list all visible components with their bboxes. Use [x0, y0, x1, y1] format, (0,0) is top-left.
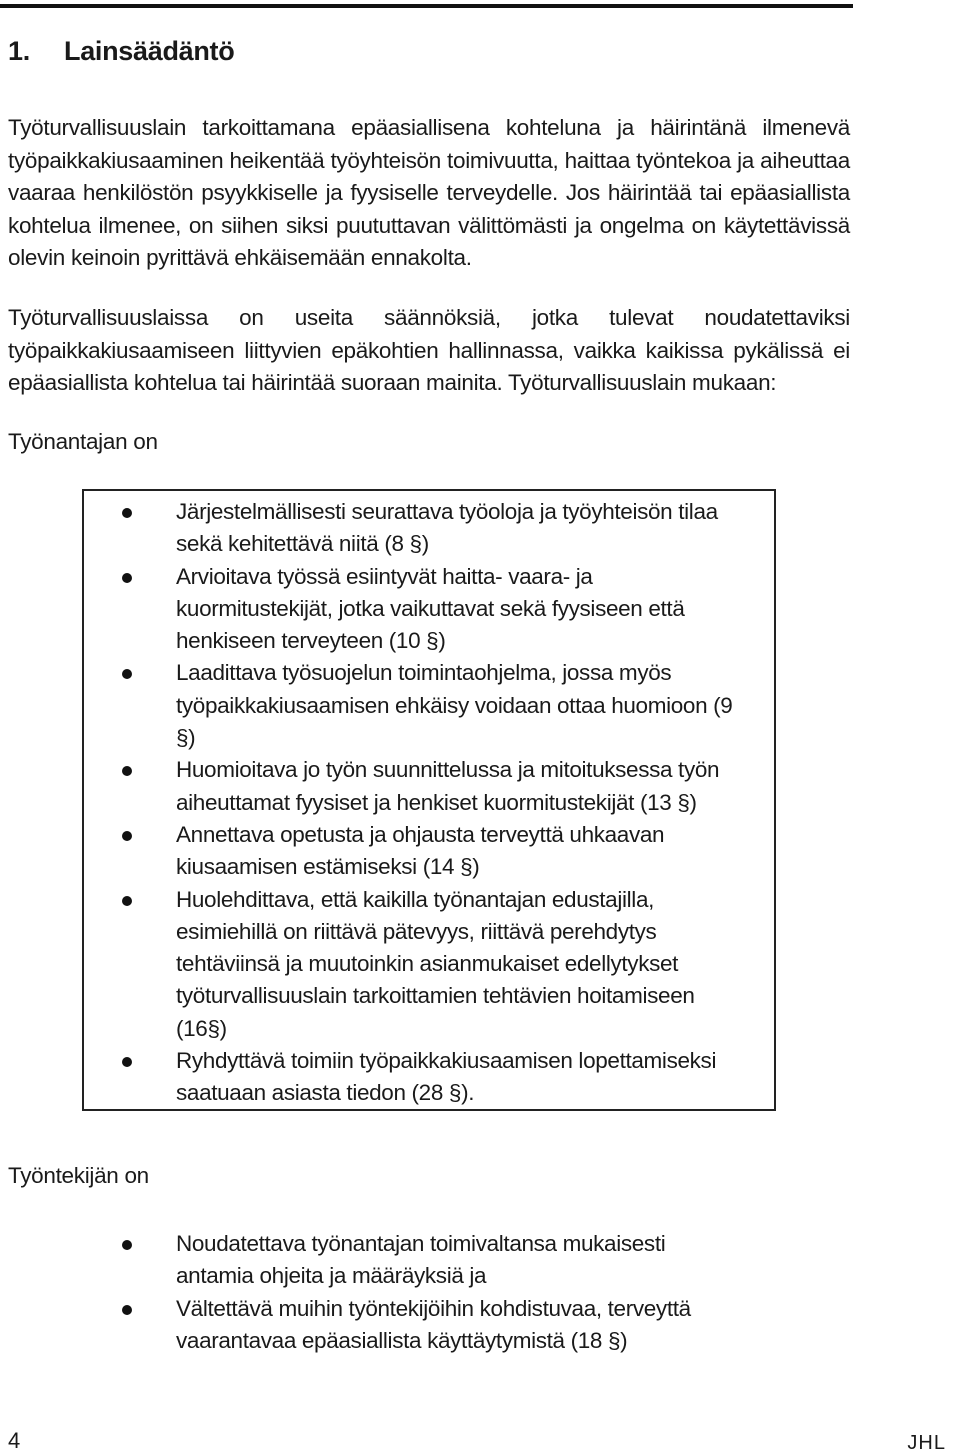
brand-mark: JHL	[907, 1432, 946, 1454]
bullet-icon	[122, 1305, 132, 1315]
list-item	[122, 1228, 742, 1293]
employee-label: Työntekijän on	[8, 1163, 149, 1188]
list-item	[122, 1293, 742, 1358]
intro-paragraph: Työturvallisuuslain tarkoittamana epäasiallisena kohteluna ja häirintänä ilmenevä työpaikkakiusaaminen heikentää työyhteisön toimivuutta, haittaa työntekoa ja aiheuttaa vaaraa henkilöstön psyykkiselle ja fyysiselle terveydelle. Jos häirintää tai epäasiallista kohtelua ilmenee, on siihen siksi puututtavan välittömästi ja ongelma on käytettävissä olevin keinoin pyrittävä ehkäisemään ennakolta.	[8, 115, 850, 270]
section-heading	[8, 36, 234, 67]
list-item-text: Laadittava työsuojelun toimintaohjelma, jossa myös työpaikkakiusaamisen ehkäisy voidaan ottaa huomioon (9 §)	[176, 660, 733, 751]
bullet-icon	[122, 1240, 132, 1250]
list-item-text: Annettava opetusta ja ohjausta terveyttä uhkaavan kiusaamisen estämiseksi (14 §)	[176, 821, 665, 880]
list-item	[122, 496, 742, 561]
bullet-icon	[122, 831, 132, 841]
bullet-icon	[122, 669, 132, 679]
list-item-text: Huolehdittava, että kaikilla työnantajan edustajilla, esimiehillä on riittävä pätevyys, riittävä perehdytys tehtäviinsä ja muutoinkin asianmukaiset edellytykset työturvallisuuslain tarkoittamien tehtävien hoitamiseen (16§)	[176, 886, 695, 1041]
list-item-text: Noudatettava työnantajan toimivaltansa mukaisesti antamia ohjeita ja määräyksiä ja	[176, 1231, 666, 1289]
page-number: 4	[8, 1428, 21, 1453]
list-item	[122, 819, 742, 884]
top-rule	[0, 4, 853, 8]
bullet-icon	[122, 1057, 132, 1067]
employer-label: Työnantajan on	[8, 429, 158, 454]
list-item	[122, 1045, 742, 1110]
list-item-text: Ryhdyttävä toimiin työpaikkakiusaamisen lopettamiseksi saatuaan asiasta tiedon (28 §).	[176, 1048, 717, 1106]
bullet-icon	[122, 766, 132, 776]
list-item	[122, 561, 742, 658]
list-item	[122, 657, 742, 754]
bullet-icon	[122, 896, 132, 906]
list-item-text: Järjestelmällisesti seurattava työoloja ja työyhteisön tilaa sekä kehitettävä niitä (8 §)	[176, 499, 718, 557]
list-item-text: Huomioitava jo työn suunnittelussa ja mitoituksessa työn aiheuttamat fyysiset ja henkiset kuormitustekijät (13 §)	[176, 757, 720, 815]
list-item-text: Arvioitava työssä esiintyvät haitta- vaara- ja kuormitustekijät, jotka vaikuttavat sekä fyysiseen että henkiseen terveyteen (10 §)	[176, 563, 685, 654]
list-item-text: Vältettävä muihin työntekijöihin kohdistuvaa, terveyttä vaarantavaa epäasiallista käyttäytymistä (18 §)	[176, 1295, 691, 1353]
employee-duties-list	[122, 1228, 742, 1357]
law-paragraph: Työturvallisuuslaissa on useita säännöksiä, jotka tulevat noudatettaviksi työpaikkakiusaamiseen liittyvien epäkohtien hallinnassa, vaikka kaikissa pykälissä ei epäasiallista kohtelua tai häirintää suoraan mainita. Työturvallisuuslain mukaan:	[8, 305, 850, 395]
section-number: 1.	[8, 36, 30, 66]
list-item	[122, 884, 742, 1045]
bullet-icon	[122, 573, 132, 583]
employer-duties-list	[122, 496, 742, 1110]
section-title: Lainsäädäntö	[64, 36, 235, 66]
bullet-icon	[122, 508, 132, 518]
list-item	[122, 754, 742, 819]
